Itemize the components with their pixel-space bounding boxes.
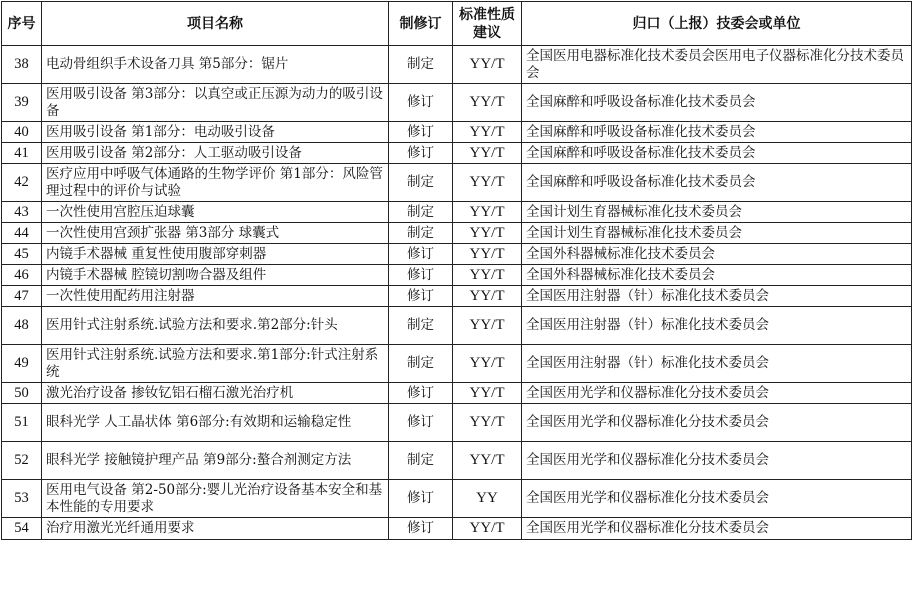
row-type: 修订 <box>389 122 453 143</box>
row-name: 眼科光学 人工晶状体 第6部分:有效期和运输稳定性 <box>42 404 389 442</box>
row-unit: 全国医用注射器（针）标准化技术委员会 <box>522 345 912 383</box>
row-unit: 全国计划生育器械标准化技术委员会 <box>522 202 912 223</box>
row-nature: YY/T <box>453 404 522 442</box>
row-unit: 全国医用光学和仪器标准化分技术委员会 <box>522 480 912 518</box>
header-nature: 标准性质建议 <box>453 2 522 46</box>
header-unit: 归口（上报）技委会或单位 <box>522 2 912 46</box>
row-unit: 全国外科器械标准化技术委员会 <box>522 265 912 286</box>
row-name: 内镜手术器械 腔镜切割吻合器及组件 <box>42 265 389 286</box>
row-no: 54 <box>2 518 42 540</box>
table-row <box>2 122 912 143</box>
row-no: 46 <box>2 265 42 286</box>
row-unit: 全国医用电器标准化技术委员会医用电子仪器标准化分技术委员会 <box>522 46 912 84</box>
table-row <box>2 223 912 244</box>
header-type: 制修订 <box>389 2 453 46</box>
table-row <box>2 480 912 518</box>
row-unit: 全国外科器械标准化技术委员会 <box>522 244 912 265</box>
row-no: 53 <box>2 480 42 518</box>
row-type: 修订 <box>389 286 453 307</box>
table-row <box>2 404 912 442</box>
row-nature: YY/T <box>453 122 522 143</box>
row-nature: YY/T <box>453 442 522 480</box>
row-name: 医用针式注射系统.试验方法和要求.第1部分:针式注射系统 <box>42 345 389 383</box>
row-name: 电动骨组织手术设备刀具 第5部分：锯片 <box>42 46 389 84</box>
row-type: 制定 <box>389 46 453 84</box>
row-no: 49 <box>2 345 42 383</box>
row-no: 43 <box>2 202 42 223</box>
row-type: 制定 <box>389 442 453 480</box>
table-row <box>2 383 912 404</box>
row-no: 45 <box>2 244 42 265</box>
row-unit: 全国医用光学和仪器标准化分技术委员会 <box>522 404 912 442</box>
row-type: 制定 <box>389 307 453 345</box>
row-nature: YY/T <box>453 223 522 244</box>
row-name: 一次性使用配药用注射器 <box>42 286 389 307</box>
row-no: 47 <box>2 286 42 307</box>
row-type: 修订 <box>389 244 453 265</box>
table-row <box>2 265 912 286</box>
row-type: 修订 <box>389 480 453 518</box>
table-row <box>2 84 912 122</box>
row-name: 医用吸引设备 第3部分：以真空或正压源为动力的吸引设备 <box>42 84 389 122</box>
row-type: 制定 <box>389 345 453 383</box>
table-row <box>2 164 912 202</box>
row-name: 一次性使用宫颈扩张器 第3部分 球囊式 <box>42 223 389 244</box>
row-name: 一次性使用宫腔压迫球囊 <box>42 202 389 223</box>
row-unit: 全国医用光学和仪器标准化分技术委员会 <box>522 383 912 404</box>
table-row <box>2 202 912 223</box>
table-row <box>2 286 912 307</box>
row-nature: YY/T <box>453 46 522 84</box>
row-nature: YY <box>453 480 522 518</box>
row-no: 38 <box>2 46 42 84</box>
row-name: 医用吸引设备 第2部分：人工驱动吸引设备 <box>42 143 389 164</box>
row-unit: 全国麻醉和呼吸设备标准化技术委员会 <box>522 143 912 164</box>
table-row <box>2 46 912 84</box>
row-nature: YY/T <box>453 265 522 286</box>
row-nature: YY/T <box>453 244 522 265</box>
row-no: 41 <box>2 143 42 164</box>
row-type: 修订 <box>389 265 453 286</box>
row-type: 制定 <box>389 202 453 223</box>
row-name: 医疗应用中呼吸气体通路的生物学评价 第1部分：风险管理过程中的评价与试验 <box>42 164 389 202</box>
table-row <box>2 307 912 345</box>
row-nature: YY/T <box>453 202 522 223</box>
table-row <box>2 345 912 383</box>
row-unit: 全国麻醉和呼吸设备标准化技术委员会 <box>522 122 912 143</box>
row-name: 激光治疗设备 掺钕钇铝石榴石激光治疗机 <box>42 383 389 404</box>
row-nature: YY/T <box>453 164 522 202</box>
row-type: 修订 <box>389 383 453 404</box>
row-type: 制定 <box>389 164 453 202</box>
row-no: 40 <box>2 122 42 143</box>
row-no: 51 <box>2 404 42 442</box>
row-type: 修订 <box>389 518 453 540</box>
row-no: 42 <box>2 164 42 202</box>
row-nature: YY/T <box>453 518 522 540</box>
table-row <box>2 442 912 480</box>
table-row <box>2 143 912 164</box>
row-type: 修订 <box>389 143 453 164</box>
row-nature: YY/T <box>453 286 522 307</box>
header-row <box>2 2 912 46</box>
row-name: 治疗用激光光纤通用要求 <box>42 518 389 540</box>
row-name: 医用吸引设备 第1部分：电动吸引设备 <box>42 122 389 143</box>
row-nature: YY/T <box>453 345 522 383</box>
row-unit: 全国医用光学和仪器标准化分技术委员会 <box>522 442 912 480</box>
row-unit: 全国医用光学和仪器标准化分技术委员会 <box>522 518 912 540</box>
row-unit: 全国麻醉和呼吸设备标准化技术委员会 <box>522 164 912 202</box>
row-nature: YY/T <box>453 307 522 345</box>
row-no: 50 <box>2 383 42 404</box>
row-unit: 全国医用注射器（针）标准化技术委员会 <box>522 307 912 345</box>
header-no: 序号 <box>2 2 42 46</box>
header-name: 项目名称 <box>42 2 389 46</box>
row-nature: YY/T <box>453 143 522 164</box>
row-no: 52 <box>2 442 42 480</box>
row-no: 44 <box>2 223 42 244</box>
row-nature: YY/T <box>453 84 522 122</box>
row-type: 制定 <box>389 223 453 244</box>
row-name: 眼科光学 接触镜护理产品 第9部分:螯合剂测定方法 <box>42 442 389 480</box>
row-no: 48 <box>2 307 42 345</box>
row-no: 39 <box>2 84 42 122</box>
row-name: 内镜手术器械 重复性使用腹部穿刺器 <box>42 244 389 265</box>
row-unit: 全国计划生育器械标准化技术委员会 <box>522 223 912 244</box>
row-name: 医用电气设备 第2-50部分:婴儿光治疗设备基本安全和基本性能的专用要求 <box>42 480 389 518</box>
table-row <box>2 518 912 540</box>
row-unit: 全国医用注射器（针）标准化技术委员会 <box>522 286 912 307</box>
table-row <box>2 244 912 265</box>
row-type: 修订 <box>389 84 453 122</box>
row-name: 医用针式注射系统.试验方法和要求.第2部分:针头 <box>42 307 389 345</box>
row-unit: 全国麻醉和呼吸设备标准化技术委员会 <box>522 84 912 122</box>
standards-table <box>1 1 912 540</box>
row-nature: YY/T <box>453 383 522 404</box>
row-type: 修订 <box>389 404 453 442</box>
